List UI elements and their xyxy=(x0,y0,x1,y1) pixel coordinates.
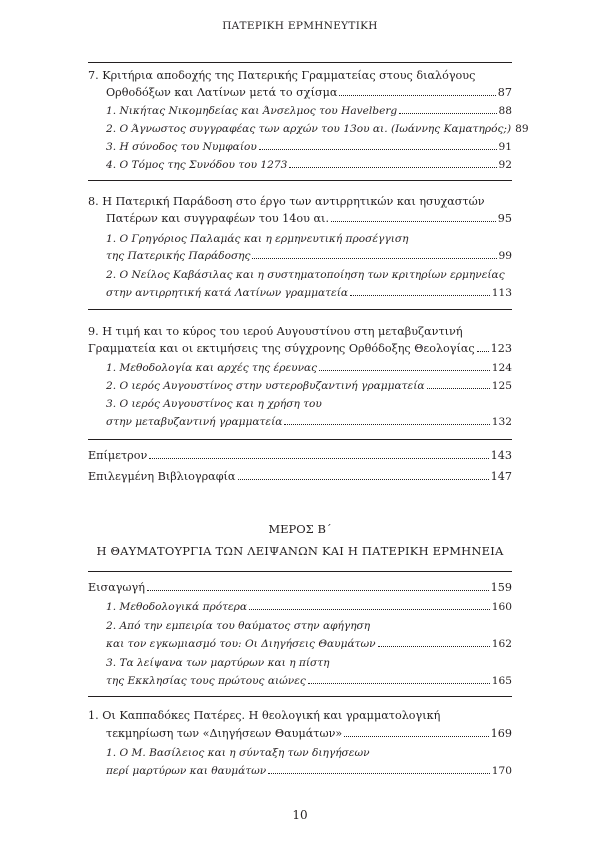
toc-subentry[interactable]: της Πατερικής Παράδοσης 99 xyxy=(106,250,512,262)
toc-subentry-label: 3. Τα λείψανα των μαρτύρων και η πίστη xyxy=(106,657,330,669)
toc-subentry-label: 1. Ο Γρηγόριος Παλαμάς και η ερμηνευτική προσέγγιση xyxy=(106,233,409,245)
toc-subentry[interactable]: 1. Μεθοδολογία και αρχές της έρευνας 124 xyxy=(106,362,512,374)
toc-subentry-label: 1. Ο Μ. Βασίλειος και η σύνταξη των διηγήσεων xyxy=(106,747,370,759)
toc-subentry[interactable]: της Εκκλησίας τους πρώτους αιώνες 165 xyxy=(106,675,512,687)
toc-subentry[interactable]: 2. Ο ιερός Αυγουστίνος στην υστεροβυζαντινή γραμματεία 125 xyxy=(106,380,512,392)
divider xyxy=(88,62,512,63)
toc-entry-intro[interactable]: Εισαγωγή 159 xyxy=(88,581,512,594)
toc-subentry[interactable]: 1. Νικήτας Νικομηδείας και Άνσελμος του Havelberg 88 xyxy=(106,105,512,117)
part-label: ΜΕΡΟΣ Β΄ xyxy=(268,522,332,536)
part-title: Η ΘΑΥΜΑΤΟΥΡΓΙΑ ΤΩΝ ΛΕΙΨΑΝΩΝ ΚΑΙ Η ΠΑΤΕΡΙΚΗ ΕΡΜΗΝΕΙΑ xyxy=(96,544,504,558)
toc-subentry[interactable]: 2. Ο Άγνωστος συγγραφέας των αρχών του 13ου αι. (Ιωάννης Καματηρός;) 89 xyxy=(106,123,529,135)
toc-entry-cap1-title: 1. Οι Καππαδόκες Πατέρες. Η θεολογική και γραμματολογική xyxy=(88,709,441,722)
toc-subentry[interactable]: και τον εγκωμιασμό του: Οι Διηγήσεις Θαυμάτων 162 xyxy=(106,638,512,650)
toc-subentry-label: 2. Από την εμπειρία του θαύματος στην αφήγηση xyxy=(106,620,371,632)
toc-entry-7-title: 7. Κριτήρια αποδοχής της Πατερικής Γραμματείας στους διαλόγους xyxy=(88,69,476,82)
toc-entry-bibliography[interactable]: Επιλεγμένη Βιβλιογραφία 147 xyxy=(88,470,512,483)
divider xyxy=(88,439,512,440)
page-number: 10 xyxy=(292,808,308,822)
toc-subentry[interactable]: 3. Η σύνοδος του Νυμφαίου 91 xyxy=(106,141,512,153)
toc-subentry[interactable]: 1. Μεθοδολογικά πρότερα 160 xyxy=(106,601,512,613)
divider xyxy=(88,571,512,572)
toc-entry-epimetron[interactable]: Επίμετρον 143 xyxy=(88,449,512,462)
toc-entry-8[interactable]: Πατέρων και συγγραφέων του 14ου αι. 95 xyxy=(106,212,512,225)
toc-entry-9[interactable]: Γραμματεία και οι εκτιμήσεις της σύγχρονης Ορθόδοξης Θεολογίας 123 xyxy=(88,342,512,355)
toc-subentry[interactable]: στην αντιρρητική κατά Λατίνων γραμματεία 113 xyxy=(106,287,512,299)
toc-entry-9-title: 9. Η τιμή και το κύρος του ιερού Αυγουστίνου στη μεταβυζαντινή xyxy=(88,325,463,338)
toc-subentry-label: 2. Ο Νείλος Καβάσιλας και η συστηματοποίηση των κριτηρίων ερμηνείας xyxy=(106,269,505,281)
toc-entry-7[interactable]: Ορθοδόξων και Λατίνων μετά το σχίσμα 87 xyxy=(106,86,512,99)
toc-entry-cap1[interactable]: τεκμηρίωση των «Διηγήσεων Θαυμάτων» 169 xyxy=(106,727,512,740)
toc-subentry[interactable]: 4. Ο Τόμος της Συνόδου του 1273 92 xyxy=(106,159,512,171)
divider xyxy=(88,309,512,310)
divider xyxy=(88,696,512,697)
divider xyxy=(88,180,512,181)
toc-subentry[interactable]: στην μεταβυζαντινή γραμματεία 132 xyxy=(106,416,512,428)
running-head: ΠΑΤΕΡΙΚΗ ΕΡΜΗΝΕΥΤΙΚΗ xyxy=(222,20,378,32)
toc-subentry[interactable]: περί μαρτύρων και θαυμάτων 170 xyxy=(106,765,512,777)
toc-subentry-label: 3. Ο ιερός Αυγουστίνος και η χρήση του xyxy=(106,398,322,410)
toc-entry-8-title: 8. Η Πατερική Παράδοση στο έργο των αντιρρητικών και ησυχαστών xyxy=(88,195,485,208)
